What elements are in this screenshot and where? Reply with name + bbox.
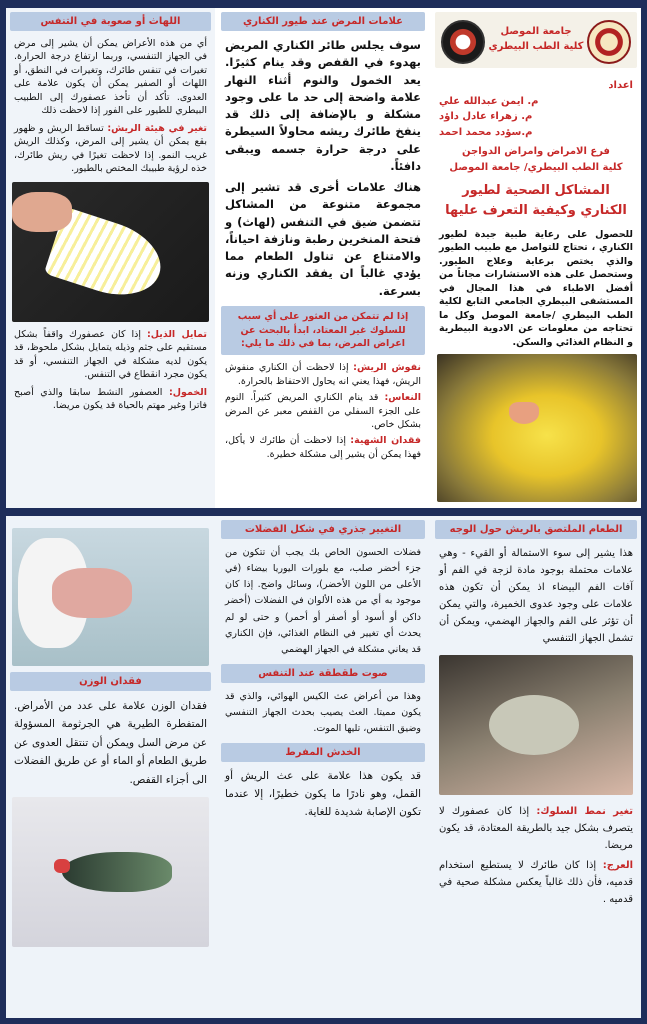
college-name: كلية الطب البيطري (488, 41, 584, 52)
tail-wag-text: إذا كان عصفورك واقفاً بشكل مستقيم على جثم وذيله يتمايل بشكل ملحوظ، قد يكون لديه مشكلة في الجهاز التنفسي، أو قد يكون مجرد انقطاع في التنفس. (14, 328, 207, 381)
breathing-text: أي من هذه الأعراض يمكن أن يشير إلى مرض في الجهاز التنفسي، وربما ارتفاع درجة الحرارة. تغيرات في تنفس طائرك، وتغيرات في النطق، أو اللهاث أو الصفير يمكن أن يكون علامة على العدوى. تأكد أن تأخذ عصفورك إلى الطبيب البيطري للطيور على الفور إذا لاحظت ذلك (14, 38, 207, 117)
symptom-text: إذا لاحظت أن الكناري منفوش الريش، فهذا يعني انه يحاول الاحتفاظ بالحرارة. (225, 362, 421, 387)
column-title (431, 8, 641, 508)
column-droppings (217, 516, 429, 1018)
droppings-text: فضلات الحسون الخاص بك يجب أن تتكون من جزء أخضر صلب، مع بلورات اليوريا بيضاء (في الأعلى من اللون الأخضر)، وسائل واضح. إذا كان موجود به أي من هذه الألوان في الفضلات (أخضر داكن أو أسود أو أصفر أو أحمر) و حتى لو لم يحدث أي تغيير في النظام الغذائي، فإن الكناري قد يعاني مشكلة في الجهاز الهضمي (225, 547, 421, 655)
clicking-header: صوت طقطقة عند التنفس (221, 664, 425, 683)
lethargy-term: الخمول: (168, 386, 207, 398)
author-3: م.سؤدد محمد احمد (439, 126, 533, 138)
signs-note: إذا لم تتمكن من العثور على أي سبب للسلوك غير المعتاد، ابدأ بالبحث عن اعراض المرض، بما في ذلك ما يلي: (221, 306, 425, 355)
symptom-item (225, 434, 421, 461)
symptom-term: فقدان الشهية: (350, 435, 421, 447)
canary-fluffed-photo (437, 354, 637, 502)
beak-shape (54, 859, 70, 873)
symptom-term: النعاس: (384, 392, 421, 404)
column-weight (6, 516, 215, 1018)
weight-text: فقدان الوزن علامة على عدد من الأمراض. المتفطرة الطيرية هي الجرثومة المسؤولة عن مرض السل ويمكن أن تنتقل العدوى عن طريق الطعام أو الماء أو عن طريق الفضلات الى أجزاء القفص. (14, 700, 207, 786)
tail-wag-term: تمايل الذيل: (147, 328, 207, 340)
author-2: م. زهراء عادل داؤد (439, 111, 533, 122)
affiliation: كلية الطب البيطري/ جامعة الموصل (449, 161, 623, 173)
brochure-page-2 (6, 516, 641, 1018)
university-name: جامعة الموصل (500, 26, 572, 37)
signs-header: علامات المرض عند طيور الكناري (221, 12, 425, 31)
dead-bird-photo (12, 797, 209, 947)
college-logo-icon (441, 20, 485, 64)
beak-shape (509, 402, 539, 424)
bird-legs-photo (12, 528, 209, 666)
lethargy-text: العصفور النشط سابقا والذي أصبح فاترا وغير مهتم بالحياة قد يكون مريضا. (14, 386, 207, 412)
author-1: م. ايمن عبدالله علي (439, 95, 539, 107)
signs-paragraph-2: هناك علامات أخرى قد تشير إلى مجموعة متنوعة من المشاكل تتضمن ضيق في التنفس (لهاث) و فتحة المنخرين رطبة ونازفة احياناً، والامتناع عن تناول الطعام مما يؤدي غالباً ان يفقد الكناري وزنه بسرعة. (225, 180, 421, 298)
weight-header: فقدان الوزن (10, 672, 211, 691)
feather-change-text: تساقط الريش و ظهور بقع يمكن أن يشير إلى المرض، وكذلك الريش غريب النمو. إذا لاحظت تغيرًا في ريش طائرك، خذه لرؤية طبيبك المختص بالطيور. (14, 122, 207, 175)
bird-body-shape (489, 695, 579, 755)
droppings-header: التغيير جذري في شكل الفضلات (221, 520, 425, 539)
clicking-text: وهذا من أعراض عث الكيس الهوائي، والذي قد يكون مميتا. العث يصيب بحدث الجهاز التنفسي وضيق التنفس، تليها الموت. (225, 690, 421, 735)
hand-shape (12, 192, 72, 232)
breathing-header: اللهاث أو صعوبة في التنفس (10, 12, 211, 31)
department: فرع الامراض وامراض الدواجن (462, 146, 610, 157)
behavior-item (439, 857, 633, 908)
column-beak-food (431, 516, 641, 1018)
behavior-term: العرج: (602, 860, 634, 871)
beak-food-header: الطعام الملتصق بالريش حول الوجه (435, 520, 637, 539)
brochure-page-1 (6, 8, 641, 508)
scratching-text: قد يكون هذا علامة على عث الريش أو القمل، وهو نادرًا ما يكون خطيرًا، إلا عندما تكون الإصابة شديدة للغاية. (225, 770, 421, 819)
symptom-text: إذا لاحظت أن طائرك لا يأكل، فهذا يمكن أن يشير إلى مشكلة خطيرة. (225, 435, 421, 460)
signs-paragraph-1: سوف يجلس طائر الكناري المريض بهدوء في القفص وقد ينام كثيرًا. يعد الخمول والنوم أثناء النهار علامة واضحة إلى حد ما على وجود مشكلة و بالإضافة إلى ذلك قد ينفخ طائرك ريشه محاولاً السيطرة على درجة حرارة جسمه ويبقى دافئاً. (225, 38, 421, 173)
symptom-item (225, 391, 421, 431)
bird-body-shape (62, 852, 172, 892)
main-title: المشاكل الصحية لطيور الكناري وكيفية التعرف عليها (445, 183, 627, 218)
behavior-text: إذا كان عصفورك لا يتصرف بشكل جيد بالطريقة المعتادة، قد يكون مريضا. (439, 806, 633, 851)
feather-change-term: تغير في هيئة الريش: (107, 122, 207, 134)
authors (431, 72, 641, 175)
authors-label: اعداد (608, 80, 633, 91)
hand-shape (52, 568, 132, 618)
symptom-term: نفوش الريش: (353, 362, 421, 374)
university-seal-icon (587, 20, 631, 64)
behavior-item (439, 803, 633, 854)
symptom-text: قد ينام الكناري المريض كثيراً. النوم على الجزء السفلي من القفص معبر عن المرض بشكل خاص. (225, 392, 421, 430)
column-signs (217, 8, 429, 508)
beak-food-text: هذا يشير إلى سوء الاستمالة أو القيء - وهي علامات محتملة بوجود مادة لزجة في الفم أو آفات الفم البيضاء اذ يمكن أن تكون هذه علامات على وجود عدوى الخميرة، والتي يمكن أن تؤثر على الفم والجهاز الهضمي، ويمكن أن تشمل الجهاز التنفسي (439, 548, 633, 644)
behavior-term: تغير نمط السلوك: (536, 806, 633, 817)
sick-bird-photo (439, 655, 633, 795)
wing-feathers-photo (12, 182, 209, 322)
behavior-text: إذا كان طائرك لا يستطيع استخدام قدميه، فأن ذلك غالباً يعكس مشكلة صحية في قدميه . (439, 860, 633, 905)
scratching-header: الخدش المفرط (221, 743, 425, 762)
symptoms-list (217, 359, 429, 466)
intro-text: للحصول على رعاية طبية جيدة لطيور الكناري ، تحتاج للتواصل مع طبيب الطيور والذي يختص برعاية وعلاج الطيور. وستحصل على هذه الاستشارات مجاناً من أفضل الاطباء في هذا المجال في المستشفى البيطري الجامعي التابع لكلية الطب البيطري /جامعة الموصل وكل ما تحتاجه من معلومات عن الادوية البيطرية و النظام الغذائي والسكن. (439, 229, 633, 348)
column-breathing (6, 8, 215, 508)
university-header (435, 12, 637, 68)
symptom-item (225, 361, 421, 388)
